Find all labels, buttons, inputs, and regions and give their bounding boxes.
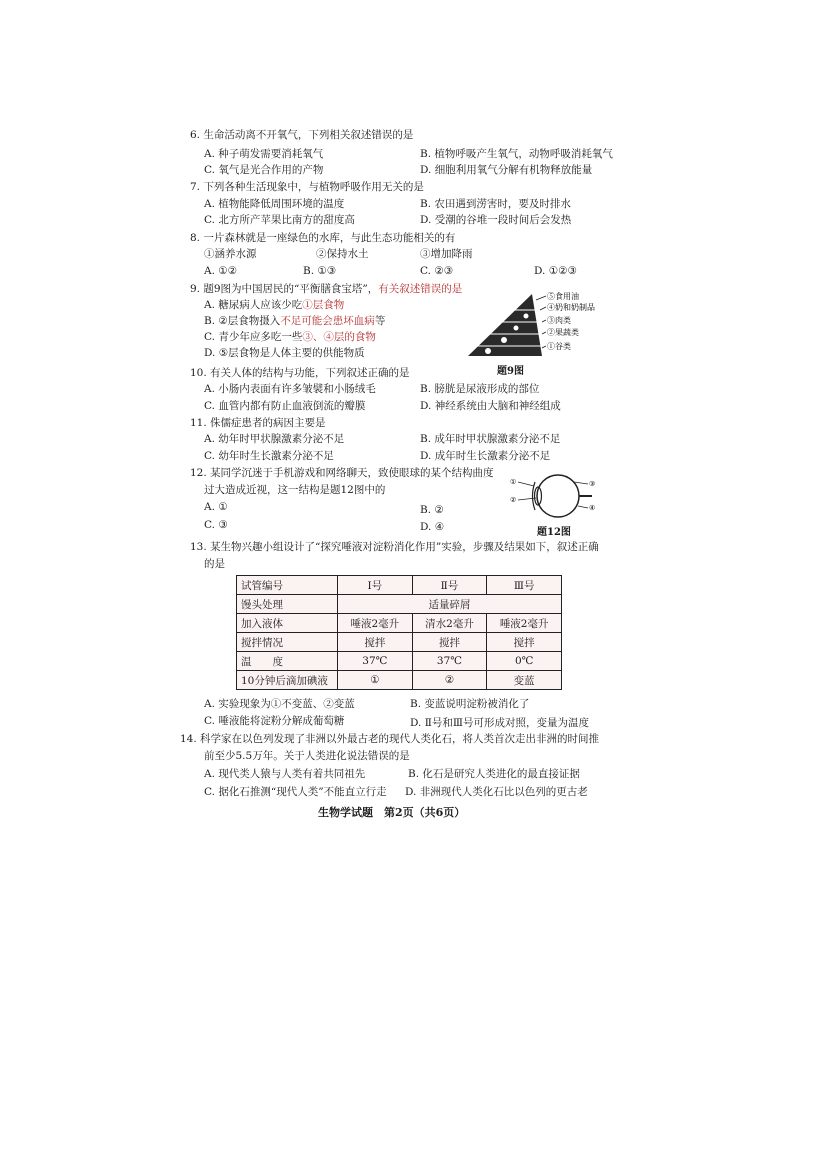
q10-option-b: B. 膀胱是尿液形成的部位 <box>420 383 540 395</box>
eye-label-1: ① <box>510 478 517 486</box>
q12-option-c: C. ③ <box>204 519 228 531</box>
q7-option-a: A. 植物能降低周围环境的温度 <box>204 198 345 210</box>
food-pyramid-figure <box>458 290 598 360</box>
q10-option-d: D. 神经系统由大脑和神经组成 <box>420 400 561 412</box>
q9-option-b-annotated: 不足可能会患坏血病 <box>280 315 375 327</box>
table-cell: ② <box>412 671 487 690</box>
q11-option-b: B. 成年时甲状腺激素分泌不足 <box>420 433 561 445</box>
table-cell: 唾液2毫升 <box>487 614 562 633</box>
q13-option-c: C. 唾液能将淀粉分解成葡萄糖 <box>204 715 345 727</box>
q9-option-b <box>204 314 385 328</box>
q12-option-d: D. ④ <box>420 521 445 533</box>
q7-stem: 7. 下列各种生活现象中，与植物呼吸作用无关的是 <box>190 181 424 193</box>
q12-stem-line2: 过大造成近视，这一结构是题12图中的 <box>204 484 386 496</box>
q10-option-c: C. 血管内都有防止血液倒流的瓣膜 <box>204 400 366 412</box>
q8-item-1: ①涵养水源 <box>204 248 257 260</box>
meat-icon <box>514 326 519 331</box>
table-row <box>237 595 562 614</box>
q13-stem-line2: 的是 <box>204 558 225 570</box>
q7-option-b: B. 农田遇到涝害时，要及时排水 <box>420 198 571 210</box>
table-header: Ⅲ号 <box>487 576 562 595</box>
pyramid-label-meat: ③肉类 <box>547 316 571 325</box>
table-header: Ⅱ号 <box>412 576 487 595</box>
label-leader <box>518 482 534 486</box>
table-cell: 0℃ <box>487 652 562 671</box>
figure-9-caption: 题9图 <box>497 366 524 377</box>
q8-option-c: C. ②③ <box>420 265 454 277</box>
q14-stem-line2: 前至少5.5万年。关于人类进化说法错误的是 <box>204 750 410 762</box>
q9-option-a-annotated: ①层食物 <box>302 299 345 311</box>
label-leader <box>578 506 588 508</box>
q10-stem: 10. 有关人体的结构与功能，下列叙述正确的是 <box>190 367 410 379</box>
label-leader <box>542 332 546 334</box>
q11-stem: 11. 侏儒症患者的病因主要是 <box>190 417 326 429</box>
q8-option-d: D. ①②③ <box>534 265 577 277</box>
q14-option-c: C. 据化石推测“现代人类”不能直立行走 <box>204 786 387 798</box>
eye-label-2: ② <box>510 496 517 504</box>
q12-option-b: B. ② <box>420 504 444 516</box>
table-cell: 加入液体 <box>237 614 338 633</box>
q6-option-b: B. 植物呼吸产生氧气，动物呼吸消耗氧气 <box>420 148 613 160</box>
figure-12-caption: 题12图 <box>537 527 571 538</box>
q9-option-b-tail: 等 <box>374 315 386 327</box>
eyeball <box>537 475 579 517</box>
eye-label-3: ③ <box>589 480 596 488</box>
q9-stem-annotated: 有关叙述错误的是 <box>378 283 463 295</box>
grain-icon <box>485 348 491 354</box>
q14-option-b: B. 化石是研究人类进化的最直接证据 <box>408 768 580 780</box>
table-cell: ① <box>338 671 413 690</box>
q6-stem: 6. 生命活动离不开氧气，下列相关叙述错误的是 <box>190 129 414 141</box>
table-cell: 搅拌 <box>487 633 562 652</box>
table-header: 试管编号 <box>237 576 338 595</box>
table-cell: 搅拌 <box>338 633 413 652</box>
q8-stem: 8. 一片森林就是一座绿色的水库，与此生态功能相关的有 <box>190 232 456 244</box>
pyramid-shape <box>468 294 542 356</box>
table-cell: 搅拌情况 <box>237 633 338 652</box>
table-cell: 清水2毫升 <box>412 614 487 633</box>
q13-stem-line1: 13. 某生物兴趣小组设计了“探究唾液对淀粉消化作用”实验，步骤及结果如下，叙述正确 <box>190 541 599 553</box>
table-row <box>237 671 562 690</box>
q13-option-b: B. 变蓝说明淀粉被消化了 <box>410 698 530 710</box>
pyramid-label-oil: ⑤食用油 <box>547 292 579 301</box>
table-cell: 10分钟后滴加碘液 <box>237 671 338 690</box>
table-header: Ⅰ号 <box>338 576 413 595</box>
eye-figure <box>508 470 598 522</box>
table-cell: 搅拌 <box>412 633 487 652</box>
q8-option-a: A. ①② <box>204 265 238 277</box>
q6-option-a: A. 种子萌发需要消耗氧气 <box>204 148 324 160</box>
q7-option-d: D. 受潮的谷堆一段时间后会发热 <box>420 214 572 226</box>
label-leader <box>574 482 588 484</box>
vegetable-icon <box>501 337 507 343</box>
q9-option-a-text: A. 糖尿病人应该少吃 <box>204 299 303 311</box>
label-leader <box>540 307 546 310</box>
q6-option-d: D. 细胞利用氧气分解有机物释放能量 <box>420 164 593 176</box>
q9-option-a <box>204 298 344 312</box>
table-cell: 37℃ <box>338 652 413 671</box>
q9-option-c-annotated: ③、④层的食物 <box>302 331 376 343</box>
q13-option-a: A. 实验现象为①不变蓝、②变蓝 <box>204 698 355 710</box>
q9-option-b-text: B. ②层食物摄入 <box>204 315 281 327</box>
table-header-row <box>237 576 562 595</box>
table-cell: 适量碎屑 <box>338 595 562 614</box>
eye-label-4: ④ <box>589 504 596 512</box>
experiment-table <box>236 575 562 690</box>
label-leader <box>542 346 546 348</box>
table-cell: 唾液2毫升 <box>338 614 413 633</box>
q11-option-d: D. 成年时生长激素分泌不足 <box>420 450 551 462</box>
q11-option-a: A. 幼年时甲状腺激素分泌不足 <box>204 433 345 445</box>
q9-stem-text: 9. 题9图为中国居民的“平衡膳食宝塔”， <box>190 283 379 295</box>
table-row <box>237 614 562 633</box>
q13-option-d: D. Ⅱ号和Ⅲ号可形成对照，变量为温度 <box>410 717 589 729</box>
q14-stem-line1: 14. 科学家在以色列发现了非洲以外最古老的现代人类化石，将人类首次走出非洲的时间推 <box>180 733 600 745</box>
q8-item-2: ②保持水土 <box>316 248 369 260</box>
q6-option-c: C. 氧气是光合作用的产物 <box>204 164 324 176</box>
q8-option-b: B. ①③ <box>303 265 337 277</box>
label-leader <box>518 498 536 500</box>
page-footer: 生物学试题 第2页（共6页） <box>318 806 466 819</box>
q9-option-c <box>204 330 376 344</box>
q9-option-d: D. ⑤层食物是人体主要的供能物质 <box>204 347 365 359</box>
q12-option-a: A. ① <box>204 501 228 513</box>
pyramid-label-fruit-veg: ②果蔬类 <box>547 328 579 337</box>
q7-option-c: C. 北方所产苹果比南方的甜度高 <box>204 214 355 226</box>
label-leader <box>536 296 546 300</box>
q8-item-3: ③增加降雨 <box>420 248 473 260</box>
label-leader <box>542 320 546 322</box>
q9-option-c-text: C. 青少年应多吃一些 <box>204 331 303 343</box>
table-cell: 馒头处理 <box>237 595 338 614</box>
table-cell: 37℃ <box>412 652 487 671</box>
table-cell: 变蓝 <box>487 671 562 690</box>
table-row <box>237 633 562 652</box>
q9-stem <box>190 282 462 296</box>
pyramid-label-dairy: ④奶和奶制品 <box>547 303 595 312</box>
q11-option-c: C. 幼年时生长激素分泌不足 <box>204 450 334 462</box>
q14-option-a: A. 现代类人猿与人类有着共同祖先 <box>204 768 366 780</box>
milk-icon <box>524 314 529 319</box>
table-cell: 温 度 <box>237 652 338 671</box>
table-row <box>237 652 562 671</box>
q12-stem-line1: 12. 某同学沉迷于手机游戏和网络聊天，致使眼球的某个结构曲度 <box>190 467 494 479</box>
q14-option-d: D. 非洲现代人类化石比以色列的更古老 <box>405 786 588 798</box>
pyramid-label-grain: ①谷类 <box>547 342 571 351</box>
q10-option-a: A. 小肠内表面有许多皱襞和小肠绒毛 <box>204 383 376 395</box>
